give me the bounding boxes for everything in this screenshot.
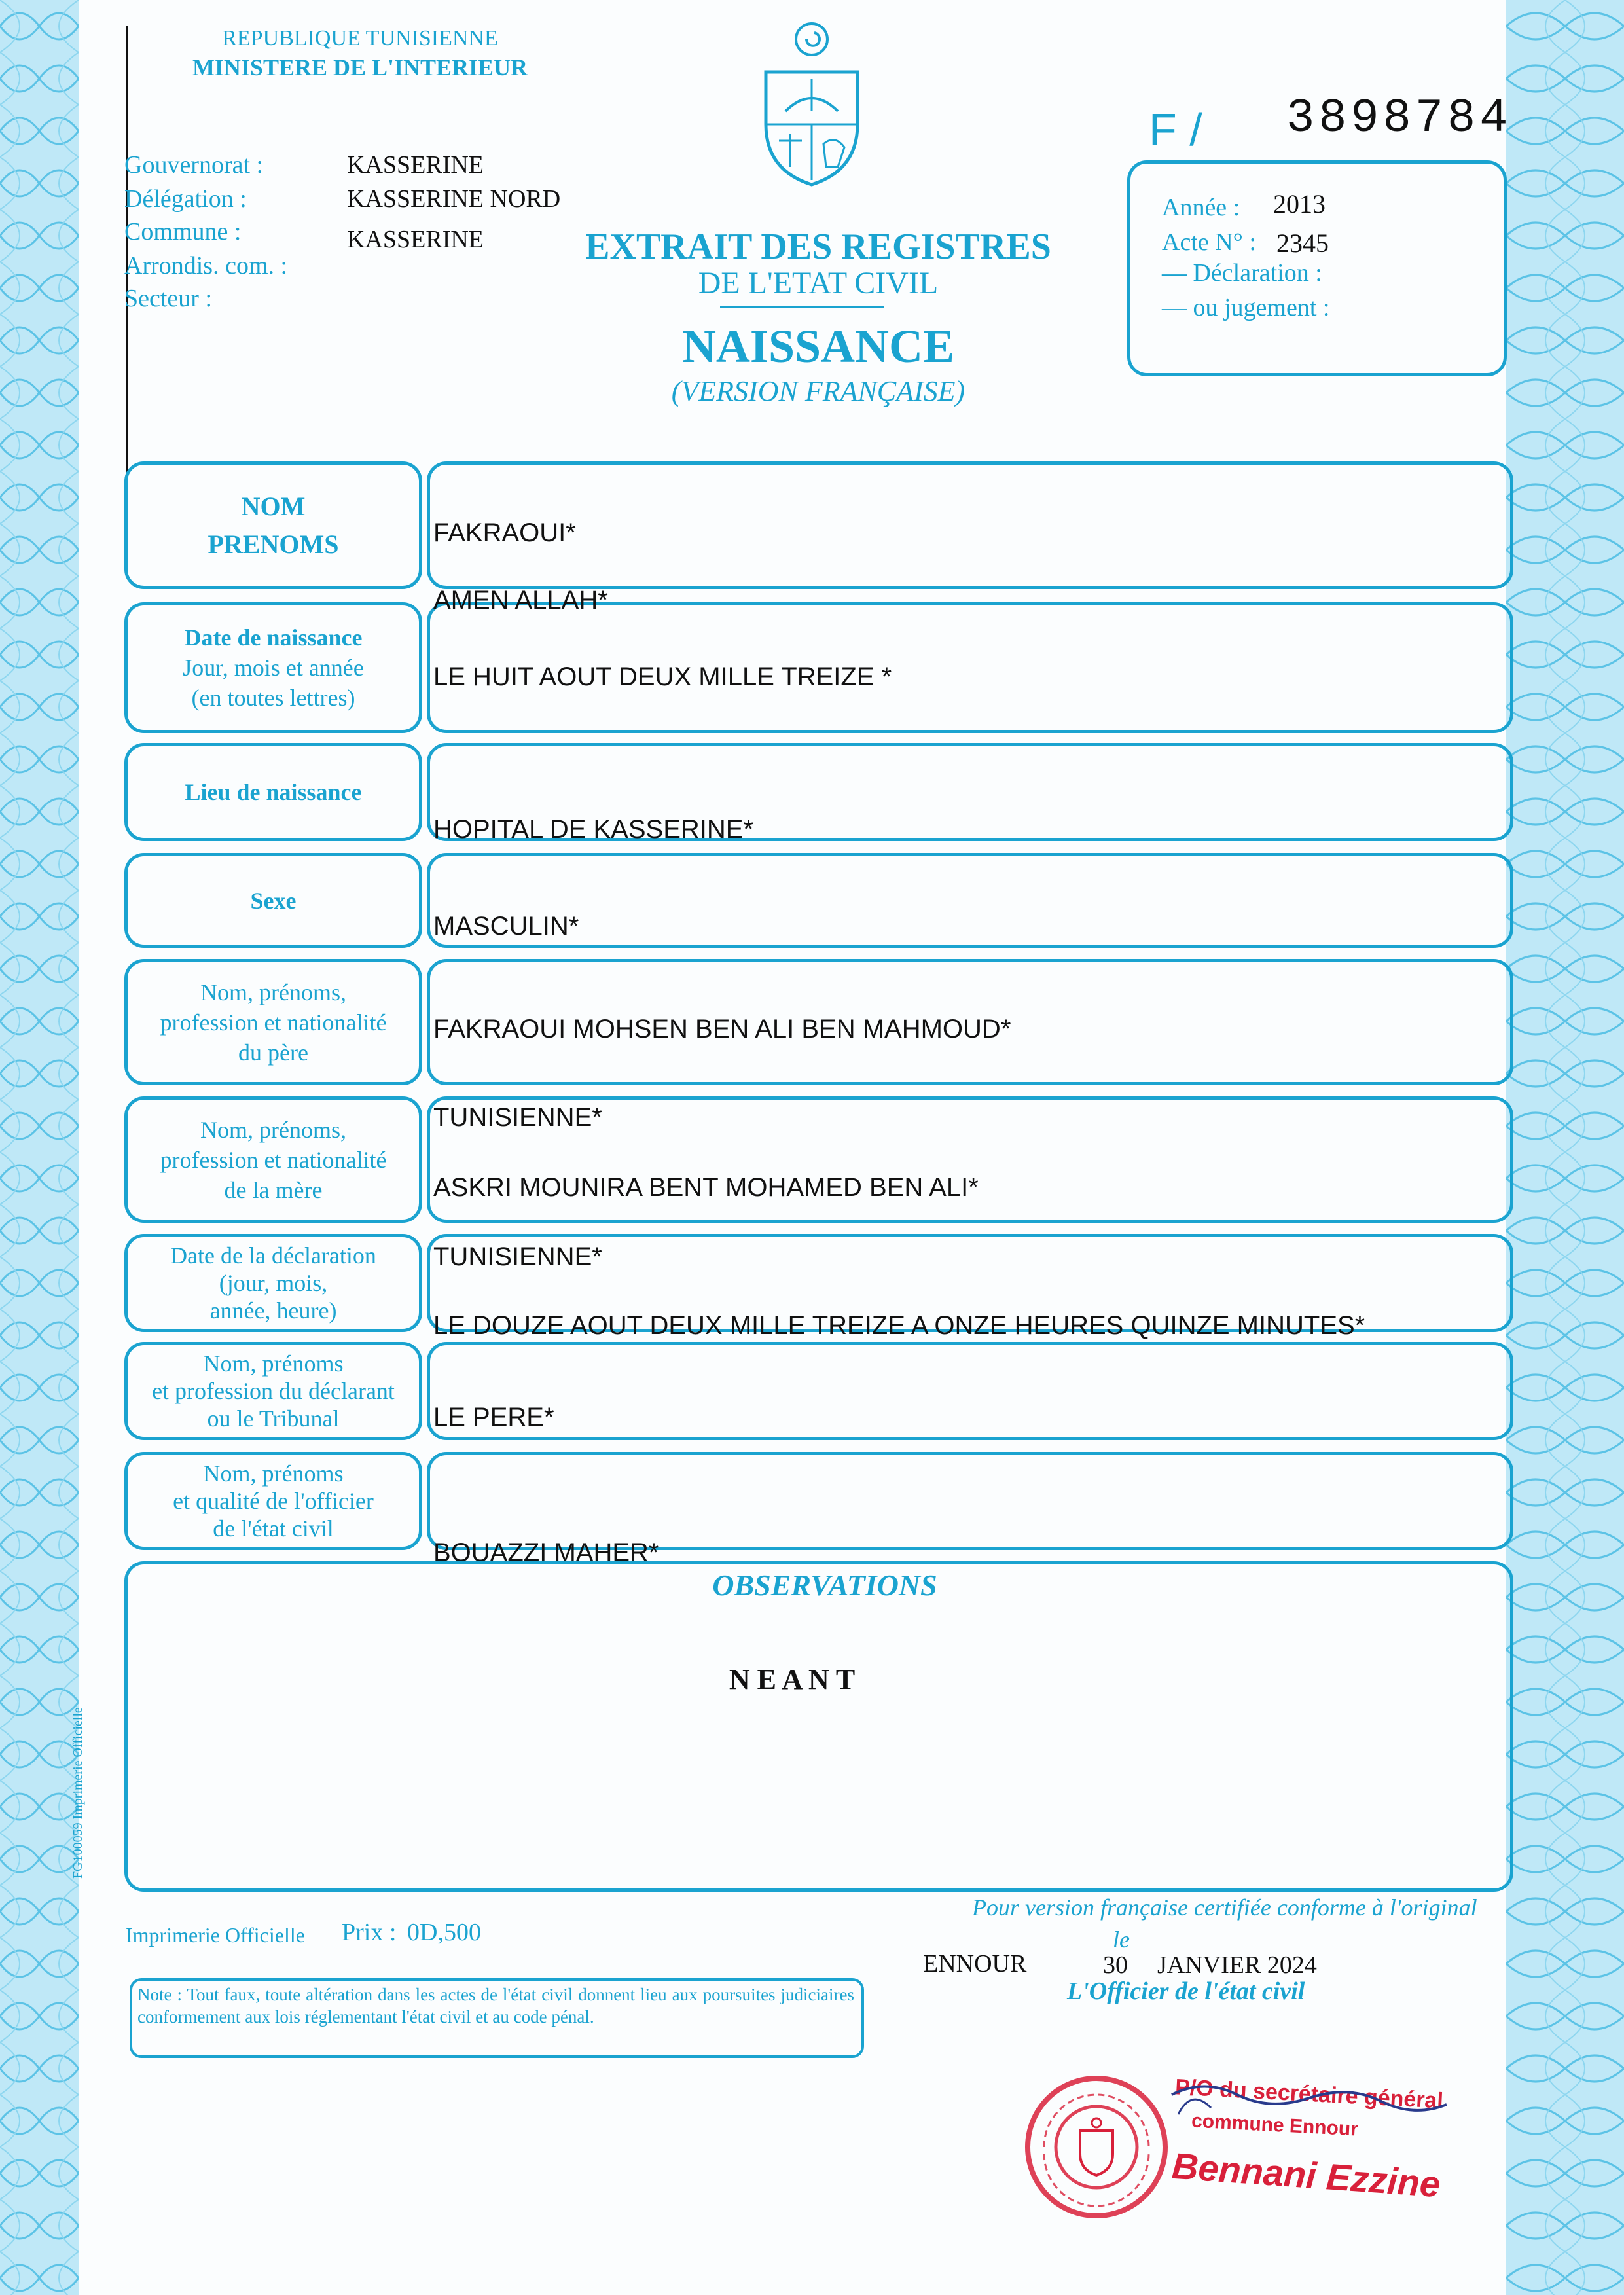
certification-text: Pour version française certifiée conforme à l'original xyxy=(972,1894,1477,1921)
label-mere xyxy=(124,1096,422,1223)
gouvernorat-value: KASSERINE xyxy=(347,151,484,179)
value-date-naissance: LE HUIT AOUT DEUX MILLE TREIZE * xyxy=(433,662,892,691)
serial-number: 3898784 xyxy=(1286,92,1512,145)
serial-prefix: F / xyxy=(1149,104,1202,155)
le-label: le xyxy=(1113,1926,1130,1953)
observations-title: OBSERVATIONS xyxy=(712,1568,937,1602)
annee-label: Année : xyxy=(1162,194,1240,221)
label-officier xyxy=(124,1452,422,1550)
label-pere xyxy=(124,959,422,1085)
label-line: Nom, prénoms, xyxy=(200,979,346,1005)
gouvernorat-label: Gouvernorat : xyxy=(124,151,264,179)
value-pere: FAKRAOUI MOHSEN BEN ALI BEN MAHMOUD* xyxy=(433,1015,1011,1043)
label-line: Date de naissance xyxy=(184,624,363,651)
observations-box xyxy=(124,1561,1513,1892)
value-pere-nationalite: TUNISIENNE* xyxy=(433,1103,602,1132)
place-value: ENNOUR xyxy=(923,1950,1027,1978)
label-line: Nom, prénoms xyxy=(203,1460,344,1487)
coat-of-arms-emblem xyxy=(753,13,871,190)
label-line: ou le Tribunal xyxy=(207,1405,340,1432)
label-lieu-naissance xyxy=(124,743,422,841)
signature-scribble xyxy=(1165,2075,1453,2127)
imprimerie-label: Imprimerie Officielle xyxy=(126,1923,305,1947)
commune-label: Commune : xyxy=(124,218,242,245)
label-line: de l'état civil xyxy=(213,1515,334,1542)
stamp-line1: P/O du secrétaire général xyxy=(1174,2074,1444,2114)
value-declarant: LE PERE* xyxy=(433,1403,554,1432)
version-francaise: (VERSION FRANÇAISE) xyxy=(671,375,965,407)
value-sexe: MASCULIN* xyxy=(433,912,579,941)
label-line: et qualité de l'officier xyxy=(173,1488,374,1514)
legal-note: Note : Tout faux, toute altération dans les actes de l'état civil donnent lieu aux poursuites judiciaires conformement aux lois réglementant l'état civil et au code pénal. xyxy=(137,1985,854,2027)
label-line: Jour, mois et année xyxy=(183,655,364,681)
value-officier: BOUAZZI MAHER* xyxy=(433,1538,659,1567)
label-line: (en toutes lettres) xyxy=(191,685,355,711)
commune-value: KASSERINE xyxy=(347,226,484,253)
delegation-value: KASSERINE NORD xyxy=(347,185,561,213)
side-print-code: FG100059 Imprimerie Officielle xyxy=(71,1707,85,1879)
row-value-box-declarant xyxy=(427,1342,1513,1440)
extrait-title: EXTRAIT DES REGISTRES xyxy=(585,226,1051,267)
label-line: et profession du déclarant xyxy=(152,1378,395,1404)
value-mere: ASKRI MOUNIRA BENT MOHAMED BEN ALI* xyxy=(433,1173,979,1202)
row-value-box-nom xyxy=(427,461,1513,589)
value-date-declaration: LE DOUZE AOUT DEUX MILLE TREIZE A ONZE HEURES QUINZE MINUTES* xyxy=(433,1311,1365,1340)
ministry-title: MINISTERE DE L'INTERIEUR xyxy=(192,54,528,81)
label-date-naissance xyxy=(124,602,422,733)
observations-value: N E A N T xyxy=(729,1663,856,1695)
secteur-label: Secteur : xyxy=(124,285,213,312)
label-line: (jour, mois, xyxy=(219,1270,328,1296)
stamp-signature: Bennani Ezzine xyxy=(1170,2144,1442,2205)
prix-value: 0D,500 xyxy=(407,1919,481,1946)
declaration-label: — Déclaration : xyxy=(1162,259,1322,287)
left-guilloche-border xyxy=(0,0,79,2295)
month-year-value: JANVIER 2024 xyxy=(1157,1951,1317,1979)
jugement-label: — ou jugement : xyxy=(1162,294,1330,321)
acte-value: 2345 xyxy=(1276,228,1329,258)
value-nom: FAKRAOUI* xyxy=(433,518,576,547)
label-line: du père xyxy=(238,1039,308,1066)
label-nom-prenoms xyxy=(124,461,422,589)
day-value: 30 xyxy=(1103,1951,1128,1979)
title-underline xyxy=(720,306,884,308)
annee-value: 2013 xyxy=(1273,189,1326,219)
label-date-declaration xyxy=(124,1234,422,1332)
label-line: profession et nationalité xyxy=(160,1009,387,1036)
label-declarant xyxy=(124,1342,422,1440)
arrondis-label: Arrondis. com. : xyxy=(124,252,288,280)
label-line: PRENOMS xyxy=(208,529,339,559)
row-value-box-sexe xyxy=(427,853,1513,948)
official-seal-stamp xyxy=(1021,2072,1172,2222)
label-line: année, heure) xyxy=(209,1297,337,1324)
label-line: Lieu de naissance xyxy=(185,779,362,805)
officer-title: L'Officier de l'état civil xyxy=(1067,1978,1305,2005)
label-line: Date de la déclaration xyxy=(170,1242,376,1269)
label-line: Nom, prénoms, xyxy=(200,1116,346,1143)
etat-civil-title: DE L'ETAT CIVIL xyxy=(698,266,939,300)
right-guilloche-border xyxy=(1506,0,1624,2295)
naissance-title: NAISSANCE xyxy=(681,320,955,372)
delegation-label: Délégation : xyxy=(124,185,247,213)
label-line: de la mère xyxy=(224,1176,323,1203)
stamp-line2: commune Ennour xyxy=(1191,2110,1359,2141)
label-line: NOM xyxy=(241,491,306,521)
label-line: Sexe xyxy=(250,887,297,914)
label-line: profession et nationalité xyxy=(160,1146,387,1173)
value-mere-nationalite: TUNISIENNE* xyxy=(433,1242,602,1271)
republic-title: REPUBLIQUE TUNISIENNE xyxy=(222,26,498,50)
label-line: Nom, prénoms xyxy=(203,1350,344,1377)
prix-label: Prix : xyxy=(342,1919,397,1946)
value-lieu-naissance: HOPITAL DE KASSERINE* xyxy=(433,815,754,844)
label-sexe xyxy=(124,853,422,948)
value-prenoms: AMEN ALLAH* xyxy=(433,586,608,615)
acte-label: Acte N° : xyxy=(1162,228,1256,256)
row-value-box-officier xyxy=(427,1452,1513,1550)
